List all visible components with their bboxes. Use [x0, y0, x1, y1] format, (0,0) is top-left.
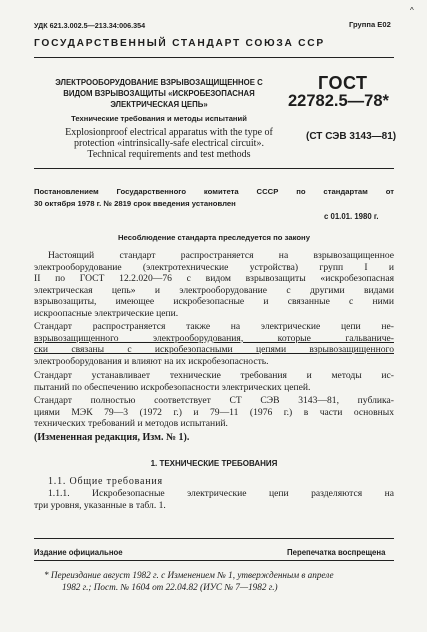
- decree-line: 30 октября 1978 г. № 2819 срок введения установлен: [34, 199, 236, 208]
- body-line: 1.1.1. Искробезопасные электрические цепи разделяются на: [48, 488, 394, 499]
- st-sev-number: (СТ СЭВ 3143—81): [306, 131, 397, 142]
- body-line: искроопасные электрические цепи.: [34, 307, 179, 319]
- body-line: взрывозащищенного электрооборудования, которые гальваниче-: [34, 332, 394, 344]
- body-line: электрооборудования и влияют на их искробезопасность.: [34, 355, 269, 367]
- subsection-title: 1.1. Общие требования: [48, 476, 163, 487]
- body-paragraph: [34, 395, 394, 430]
- header-rule: [34, 57, 394, 58]
- standard-line: ГОСУДАРСТВЕННЫЙ СТАНДАРТ СОЮЗА ССР: [34, 38, 325, 49]
- title-en: [34, 127, 304, 160]
- title-ru-line: ЭЛЕКТРООБОРУДОВАНИЕ ВЗРЫВОЗАЩИЩЕННОЕ С: [55, 78, 263, 87]
- reissue-line: * Переиздание август 1982 г. с Изменением № 1, утвержденным в апреле: [44, 570, 334, 580]
- footer-rule: [34, 538, 394, 539]
- group-code: Группа Е02: [349, 20, 391, 29]
- body-paragraph: [34, 370, 394, 393]
- corner-mark: ^: [410, 6, 414, 15]
- body-line: электрическая цепь» и электрооборудование с другими видами: [34, 284, 394, 296]
- body-line: технических требований и методов испытаний.: [34, 418, 228, 430]
- body-paragraph: [34, 488, 394, 511]
- body-line: Настоящий стандарт распространяется на взрывозащищенное: [48, 250, 394, 261]
- title-en-line: Technical requirements and test methods: [87, 149, 251, 160]
- reprint-notice: Перепечатка воспрещена: [287, 548, 386, 557]
- body-line: ски связаны с искробезопасными цепями взрывозащищенного: [34, 344, 394, 356]
- amendment-note: (Измененная редакция, Изм. № 1).: [34, 432, 190, 443]
- title-en-line: protection «intrinsically-safe electrical circuit».: [74, 138, 264, 149]
- section-heading: 1. ТЕХНИЧЕСКИЕ ТРЕБОВАНИЯ: [150, 459, 278, 468]
- body-line: пытаний по обеспечению искробезопасности электрических цепей.: [34, 381, 311, 393]
- effective-date: с 01.01. 1980 г.: [324, 212, 379, 221]
- title-ru-line: ВИДОМ ВЗРЫВОЗАЩИТЫ «ИСКРОБЕЗОПАСНАЯ: [63, 89, 255, 98]
- body-line: циями МЭК 79—3 (1972 г.) и 79—11 (1976 г.) в части основных: [34, 406, 394, 418]
- gost-number: 22782.5—78*: [288, 92, 389, 110]
- body-line: взрывозащиты, имеющее искробезопасные и связанные с ними: [34, 296, 394, 308]
- body-line: Стандарт полностью соответствует СТ СЭВ 3143—81, публика-: [34, 395, 394, 406]
- reissue-note: [34, 569, 394, 593]
- udc-code: УДК 621.3.002.5—213.34:006.354: [34, 21, 146, 30]
- body-line: три уровня, указанные в табл. 1.: [34, 499, 166, 511]
- reissue-line: 1982 г.; Пост. № 1604 от 22.04.82 (ИУС № 7—1982 г.): [62, 582, 278, 592]
- body-paragraph: [34, 250, 394, 320]
- title-en-line: Explosionproof electrical apparatus with the type of: [65, 127, 273, 138]
- footer-rule-lower: [34, 560, 394, 561]
- decree-text: [34, 186, 394, 210]
- body-line: Стандарт распространяется также на электрические цепи не-: [34, 321, 394, 332]
- body-line: II по ГОСТ 12.2.020—76 с видом взрывозащиты «искробезопасная: [34, 273, 394, 285]
- body-line: электрооборудование (электротехнические устройства) групп I и: [34, 261, 394, 273]
- title-ru-line: ЭЛЕКТРИЧЕСКАЯ ЦЕПЬ»: [110, 100, 208, 109]
- title-rule: [34, 168, 394, 169]
- decree-line: Постановлением Государственного комитета СССР по стандартам от: [34, 187, 394, 196]
- edition-label: Издание официальное: [34, 548, 123, 557]
- body-line: Стандарт устанавливает технические требования и методы ис-: [34, 370, 394, 381]
- title-ru: [34, 77, 284, 110]
- body-paragraph: [34, 321, 394, 367]
- penalty-notice: Несоблюдение стандарта преследуется по закону: [118, 233, 310, 242]
- gost-label: ГОСТ: [318, 73, 368, 93]
- title-ru-subtitle: Технические требования и методы испытаний: [71, 114, 247, 123]
